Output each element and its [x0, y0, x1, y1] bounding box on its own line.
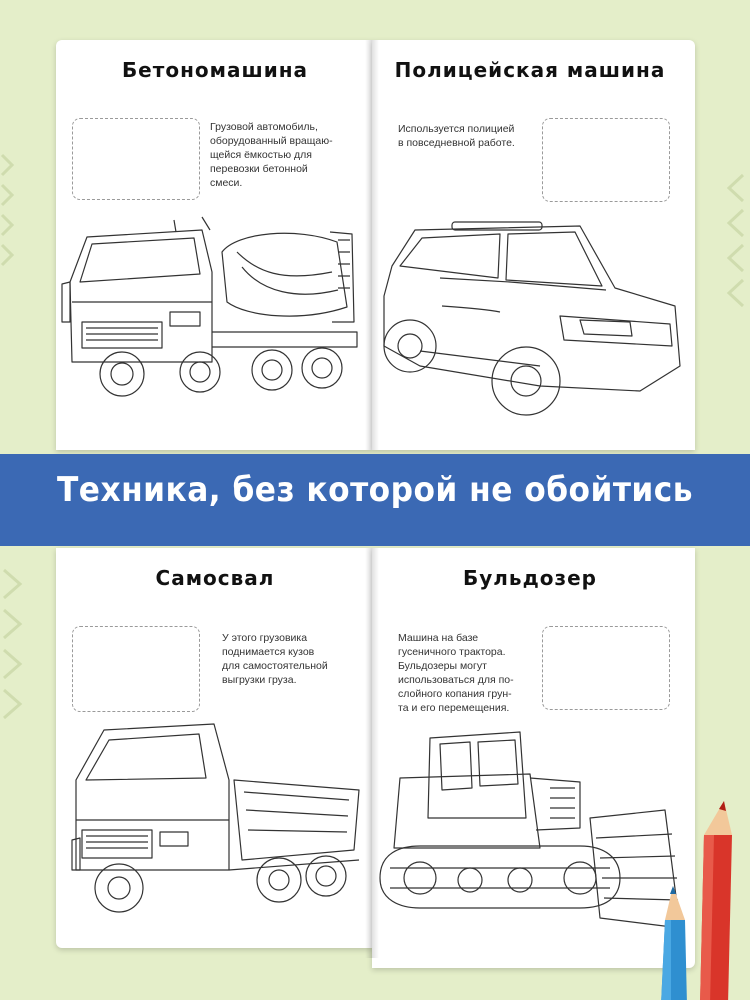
concrete-mixer-illustration: [62, 212, 362, 402]
description-line: Машина на базе: [398, 632, 479, 644]
sticker-placeholder-police-car: [542, 118, 670, 202]
description-bulldozer: [398, 631, 538, 715]
tire-track-left-decoration: [0, 150, 20, 270]
page-title-dump-truck: Самосвал: [155, 566, 275, 590]
blue-pencil-icon: [655, 880, 695, 1000]
description-line: Бульдозеры могут: [398, 660, 487, 672]
description-line: поднимается кузов: [222, 646, 315, 658]
description-line: У этого грузовика: [222, 632, 308, 644]
tire-track-right-decoration: [715, 170, 745, 310]
description-line: для самостоятельной: [222, 660, 328, 672]
description-line: Используется полицией: [398, 123, 515, 135]
description-police-car: [398, 122, 538, 150]
description-line: выгрузки груза.: [222, 674, 297, 686]
page-title-concrete-mixer: Бетономашина: [121, 58, 309, 82]
description-line: использоваться для по-: [398, 674, 514, 686]
description-concrete-mixer: [210, 120, 360, 190]
page-title-police-car: Полицейская машина: [394, 58, 666, 82]
sticker-placeholder-bulldozer: [542, 626, 670, 710]
description-line: щейся ёмкостью для: [210, 149, 312, 161]
tire-track-bottom-left-decoration: [0, 560, 40, 720]
book-spine-bottom: [365, 548, 379, 958]
banner-title: Техника, без которой не обойтись: [56, 470, 694, 510]
description-line: перевозки бетонной: [210, 163, 308, 175]
description-line: смеси.: [210, 177, 243, 189]
red-pencil-icon: [688, 795, 738, 1000]
page-title-bulldozer: Бульдозер: [463, 566, 597, 590]
description-dump-truck: [222, 631, 362, 687]
description-line: слойного копания грун-: [398, 688, 512, 700]
book-spine-top: [365, 40, 379, 450]
description-line: та и его перемещения.: [398, 702, 510, 714]
description-line: оборудованный вращаю-: [210, 135, 333, 147]
description-line: в повседневной работе.: [398, 137, 515, 149]
bulldozer-illustration: [380, 718, 685, 946]
sticker-placeholder-dump-truck: [72, 626, 200, 712]
sticker-placeholder-concrete-mixer: [72, 118, 200, 200]
description-line: гусеничного трактора.: [398, 646, 506, 658]
dump-truck-illustration: [64, 720, 364, 940]
description-line: Грузовой автомобиль,: [210, 121, 318, 133]
police-car-illustration: [380, 216, 685, 426]
